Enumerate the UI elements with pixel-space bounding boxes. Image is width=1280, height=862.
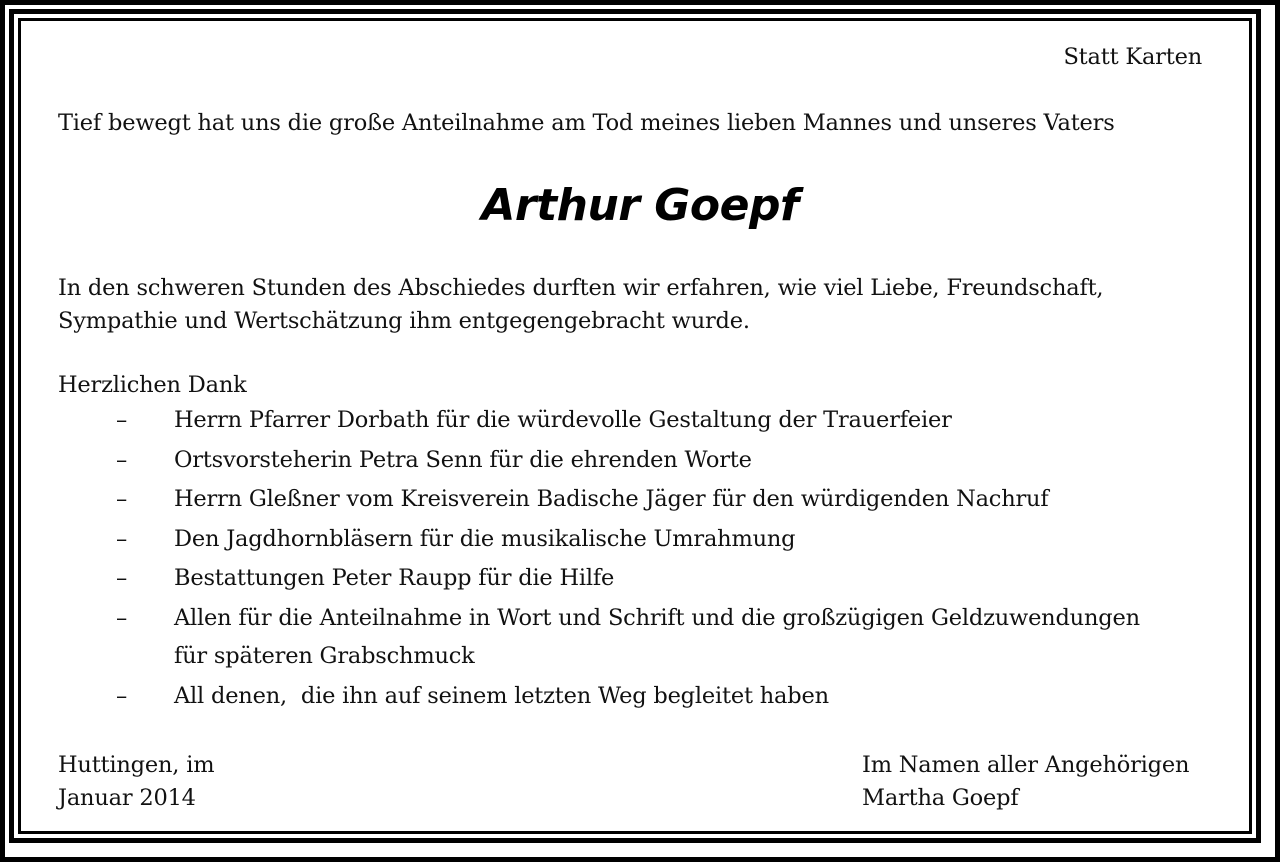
place-line-1: Huttingen, im: [58, 752, 215, 778]
list-dash: –: [116, 486, 128, 512]
list-item-continuation: für späteren Grabschmuck: [174, 643, 475, 669]
list-item: Ortsvorsteherin Petra Senn für die ehrenden Worte: [174, 447, 752, 473]
list-item: All denen, die ihn auf seinem letzten Weg begleitet haben: [174, 683, 829, 709]
list-dash: –: [116, 605, 128, 631]
list-dash: –: [116, 526, 128, 552]
list-dash: –: [116, 447, 128, 473]
deceased-name: Arthur Goepf: [481, 180, 799, 231]
signature-line-2: Martha Goepf: [862, 785, 1019, 811]
list-item: Bestattungen Peter Raupp für die Hilfe: [174, 565, 615, 591]
list-dash: –: [116, 683, 128, 709]
list-item: Herrn Gleßner vom Kreisverein Badische Jäger für den würdigenden Nachruf: [174, 486, 1049, 512]
signature-line-1: Im Namen aller Angehörigen: [862, 752, 1190, 778]
list-dash: –: [116, 565, 128, 591]
list-item: Herrn Pfarrer Dorbath für die würdevolle Gestaltung der Trauerfeier: [174, 407, 952, 433]
intro-text: Tief bewegt hat uns die große Anteilnahme am Tod meines lieben Mannes und unseres Vaters: [58, 110, 1115, 136]
paragraph-line-2: Sympathie und Wertschätzung ihm entgegengebracht wurde.: [58, 308, 750, 334]
list-item: Allen für die Anteilnahme in Wort und Schrift und die großzügigen Geldzuwendungen: [174, 605, 1140, 631]
paragraph-line-1: In den schweren Stunden des Abschiedes durften wir erfahren, wie viel Liebe, Freundschaft,: [58, 275, 1104, 301]
place-line-2: Januar 2014: [58, 785, 196, 811]
list-item: Den Jagdhornbläsern für die musikalische Umrahmung: [174, 526, 796, 552]
list-dash: –: [116, 407, 128, 433]
thanks-heading: Herzlichen Dank: [58, 372, 247, 398]
header-statt-karten: Statt Karten: [1063, 44, 1202, 70]
